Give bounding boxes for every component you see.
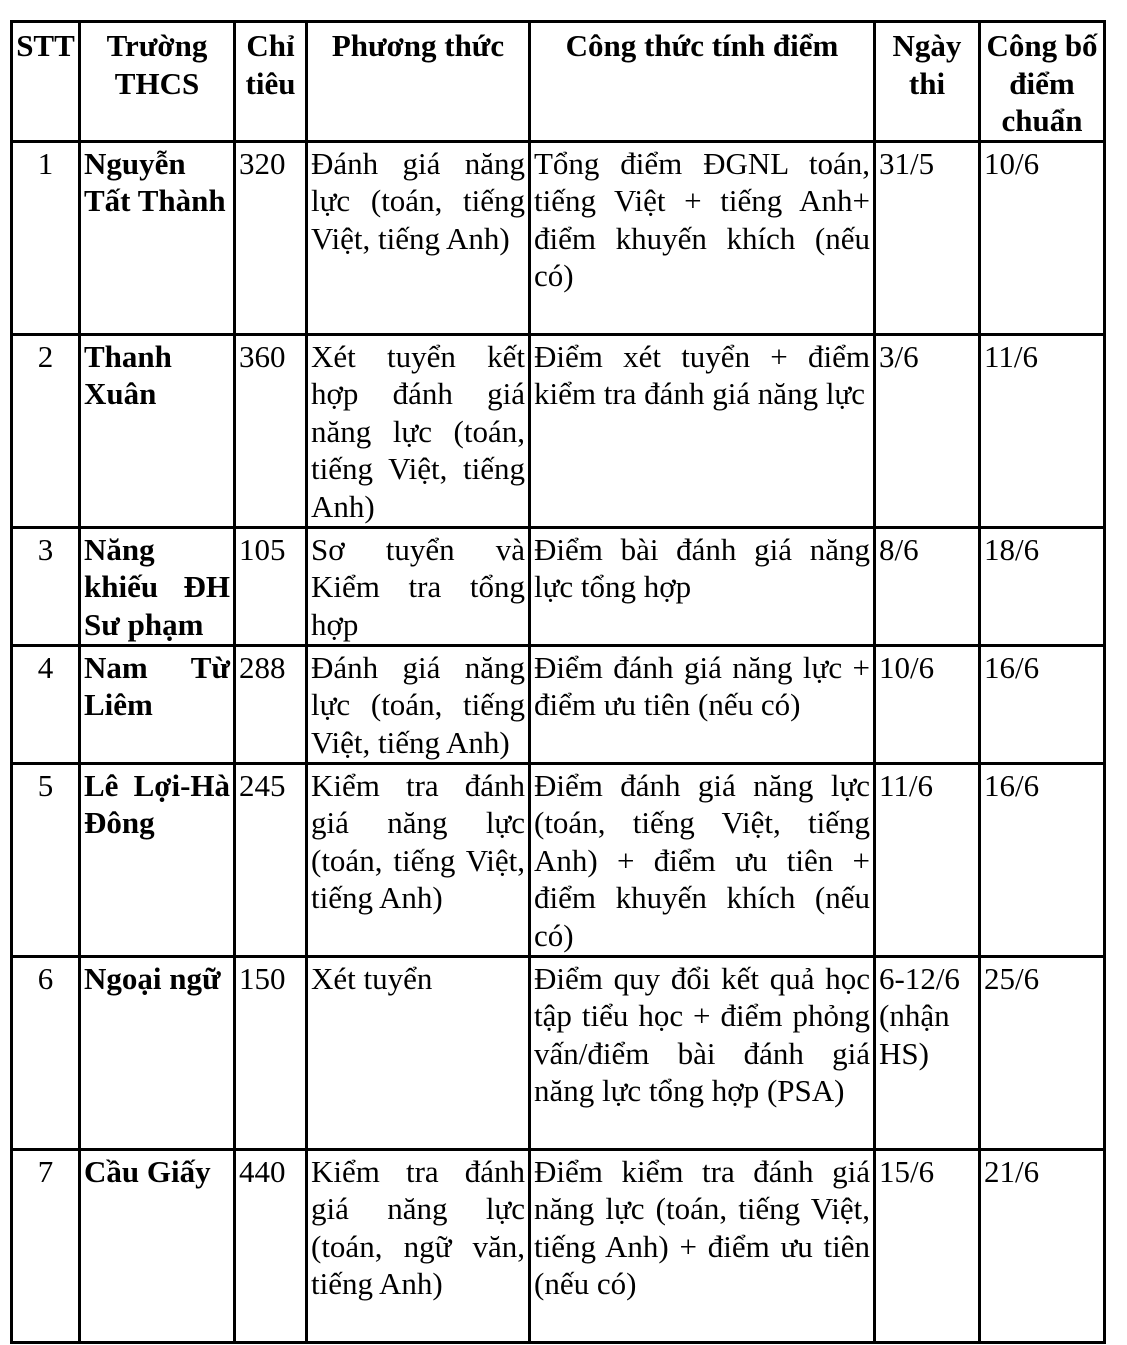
cell-method: Đánh giá năng lực (toán, tiếng Việt, tiếng Anh) — [307, 645, 530, 763]
header-announce: Công bố điểm chuẩn — [980, 22, 1105, 142]
cell-stt: 6 — [12, 956, 80, 1149]
cell-formula: Điểm đánh giá năng lực (toán, tiếng Việt, tiếng Anh) + điểm ưu tiên + điểm khuyến khích (nếu có) — [530, 763, 875, 956]
cell-method: Kiểm tra đánh giá năng lực (toán, ngữ văn, tiếng Anh) — [307, 1149, 530, 1342]
table-row — [12, 1149, 1105, 1342]
table-row — [12, 956, 1105, 1149]
cell-exam-date: 31/5 — [875, 141, 980, 334]
cell-method: Xét tuyển — [307, 956, 530, 1149]
cell-school: Cầu Giấy — [80, 1149, 235, 1342]
cell-quota: 440 — [235, 1149, 307, 1342]
cell-quota: 245 — [235, 763, 307, 956]
cell-stt: 4 — [12, 645, 80, 763]
header-method: Phương thức — [307, 22, 530, 142]
cell-formula: Điểm kiểm tra đánh giá năng lực (toán, tiếng Việt, tiếng Anh) + điểm ưu tiên (nếu có) — [530, 1149, 875, 1342]
table-row — [12, 527, 1105, 645]
cell-school: Ngoại ngữ — [80, 956, 235, 1149]
cell-quota: 360 — [235, 334, 307, 527]
cell-formula: Điểm bài đánh giá năng lực tổng hợp — [530, 527, 875, 645]
header-school: Trường THCS — [80, 22, 235, 142]
header-formula: Công thức tính điểm — [530, 22, 875, 142]
table-row — [12, 141, 1105, 334]
cell-stt: 7 — [12, 1149, 80, 1342]
cell-school: Năng khiếu ĐH Sư phạm — [80, 527, 235, 645]
cell-exam-date: 15/6 — [875, 1149, 980, 1342]
cell-announce: 25/6 — [980, 956, 1105, 1149]
cell-exam-date: 3/6 — [875, 334, 980, 527]
table-body — [12, 141, 1105, 1342]
table-header — [12, 22, 1105, 142]
cell-formula: Tổng điểm ĐGNL toán, tiếng Việt + tiếng Anh+ điểm khuyến khích (nếu có) — [530, 141, 875, 334]
cell-announce: 11/6 — [980, 334, 1105, 527]
header-stt: STT — [12, 22, 80, 142]
cell-exam-date: 8/6 — [875, 527, 980, 645]
cell-school: Nguyễn Tất Thành — [80, 141, 235, 334]
cell-announce: 16/6 — [980, 763, 1105, 956]
admissions-table — [10, 20, 1106, 1344]
cell-announce: 18/6 — [980, 527, 1105, 645]
cell-exam-date: 10/6 — [875, 645, 980, 763]
cell-quota: 320 — [235, 141, 307, 334]
cell-formula: Điểm xét tuyển + điểm kiểm tra đánh giá năng lực — [530, 334, 875, 527]
cell-stt: 1 — [12, 141, 80, 334]
cell-formula: Điểm đánh giá năng lực + điểm ưu tiên (nếu có) — [530, 645, 875, 763]
cell-announce: 10/6 — [980, 141, 1105, 334]
cell-announce: 21/6 — [980, 1149, 1105, 1342]
cell-quota: 288 — [235, 645, 307, 763]
cell-stt: 2 — [12, 334, 80, 527]
cell-announce: 16/6 — [980, 645, 1105, 763]
cell-exam-date: 11/6 — [875, 763, 980, 956]
cell-method: Kiểm tra đánh giá năng lực (toán, tiếng Việt, tiếng Anh) — [307, 763, 530, 956]
cell-formula: Điểm quy đổi kết quả học tập tiểu học + điểm phỏng vấn/điểm bài đánh giá năng lực tổng hợp (PSA) — [530, 956, 875, 1149]
table-row — [12, 334, 1105, 527]
header-row — [12, 22, 1105, 142]
cell-method: Đánh giá năng lực (toán, tiếng Việt, tiếng Anh) — [307, 141, 530, 334]
cell-school: Lê Lợi-Hà Đông — [80, 763, 235, 956]
header-exam-date: Ngày thi — [875, 22, 980, 142]
table-row — [12, 763, 1105, 956]
cell-school: Thanh Xuân — [80, 334, 235, 527]
cell-stt: 5 — [12, 763, 80, 956]
table-row — [12, 645, 1105, 763]
cell-method: Xét tuyển kết hợp đánh giá năng lực (toán, tiếng Việt, tiếng Anh) — [307, 334, 530, 527]
cell-quota: 105 — [235, 527, 307, 645]
header-quota: Chỉ tiêu — [235, 22, 307, 142]
cell-stt: 3 — [12, 527, 80, 645]
cell-school: Nam Từ Liêm — [80, 645, 235, 763]
cell-method: Sơ tuyển và Kiểm tra tổng hợp — [307, 527, 530, 645]
cell-exam-date: 6-12/6 (nhận HS) — [875, 956, 980, 1149]
cell-quota: 150 — [235, 956, 307, 1149]
